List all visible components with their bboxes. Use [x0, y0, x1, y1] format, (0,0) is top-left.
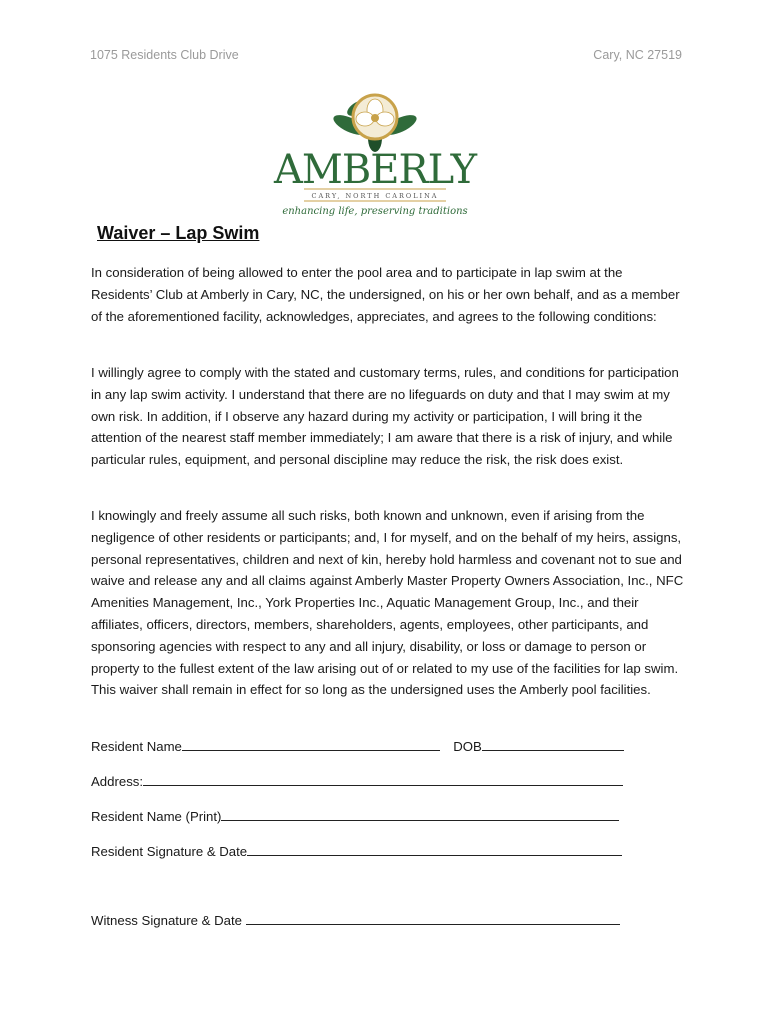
address-label: Address: — [91, 774, 144, 789]
resident-name-print-label: Resident Name (Print) — [91, 809, 222, 824]
resident-name-label: Resident Name — [91, 739, 182, 754]
resident-name-line[interactable] — [182, 738, 440, 751]
address-line[interactable] — [143, 773, 623, 786]
resident-name-row — [91, 738, 624, 754]
header-city: Cary, NC 27519 — [593, 48, 682, 62]
logo-subtitle: CARY, NORTH CAROLINA — [311, 192, 439, 200]
paragraph-agreement: I willingly agree to comply with the stated and customary terms, rules, and conditions for participation in any lap swim activity. I understand that there are no lifeguards on duty and that I may swim at my own risk. In addition, if I observe any hazard during my activity or participation, I will bring it the attention of the nearest staff member immediately; I am aware that there is a risk of injury, and while particular rules, equipment, and personal discipline may reduce the risk, the risk does exist. — [91, 365, 679, 468]
dob-label: DOB — [453, 739, 482, 754]
witness-signature-label: Witness Signature & Date — [91, 913, 242, 928]
witness-signature-line[interactable] — [246, 912, 620, 925]
magnolia-icon — [331, 95, 420, 152]
logo-tagline: enhancing life, preserving traditions — [282, 206, 468, 217]
witness-signature-row — [91, 912, 620, 928]
paragraph-consideration: In consideration of being allowed to enter the pool area and to participate in lap swim at the Residents’ Club at Amberly in Cary, NC, the undersigned, on his or her own behalf, and as a member of the aforementioned facility, acknowledges, appreciates, and agrees to the following conditions: — [91, 265, 680, 324]
amberly-logo — [272, 90, 478, 220]
dob-line[interactable] — [482, 738, 624, 751]
logo-name: AMBERLY — [274, 147, 476, 193]
address-row — [91, 773, 623, 789]
resident-signature-line[interactable] — [247, 843, 622, 856]
resident-name-print-line[interactable] — [221, 808, 619, 821]
resident-name-print-row — [91, 808, 619, 824]
page-title: Waiver – Lap Swim — [97, 223, 260, 243]
header-address: 1075 Residents Club Drive — [90, 48, 239, 62]
paragraph-assumption-of-risk: I knowingly and freely assume all such risks, both known and unknown, even if arising from the negligence of other residents or participants; and, I for myself, and on the behalf of my heirs, assigns, personal representatives, children and next of kin, hereby hold harmless and covenant not to sue and waive and release any and all claims against Amberly Master Property Owners Association, Inc., NFC Amenities Management, Inc., York Properties Inc., Aquatic Management Group, Inc., and their affiliates, officers, directors, members, shareholders, agents, employees, other participants, and sponsoring agencies with respect to any and all injury, disability, or loss or damage to person or property to the fullest extent of the law arising out of or related to my use of the facilities for lap swim. This waiver shall remain in effect for so long as the undersigned uses the Amberly pool facilities. — [91, 508, 684, 698]
resident-signature-label: Resident Signature & Date — [91, 844, 248, 859]
resident-signature-row — [91, 843, 622, 859]
